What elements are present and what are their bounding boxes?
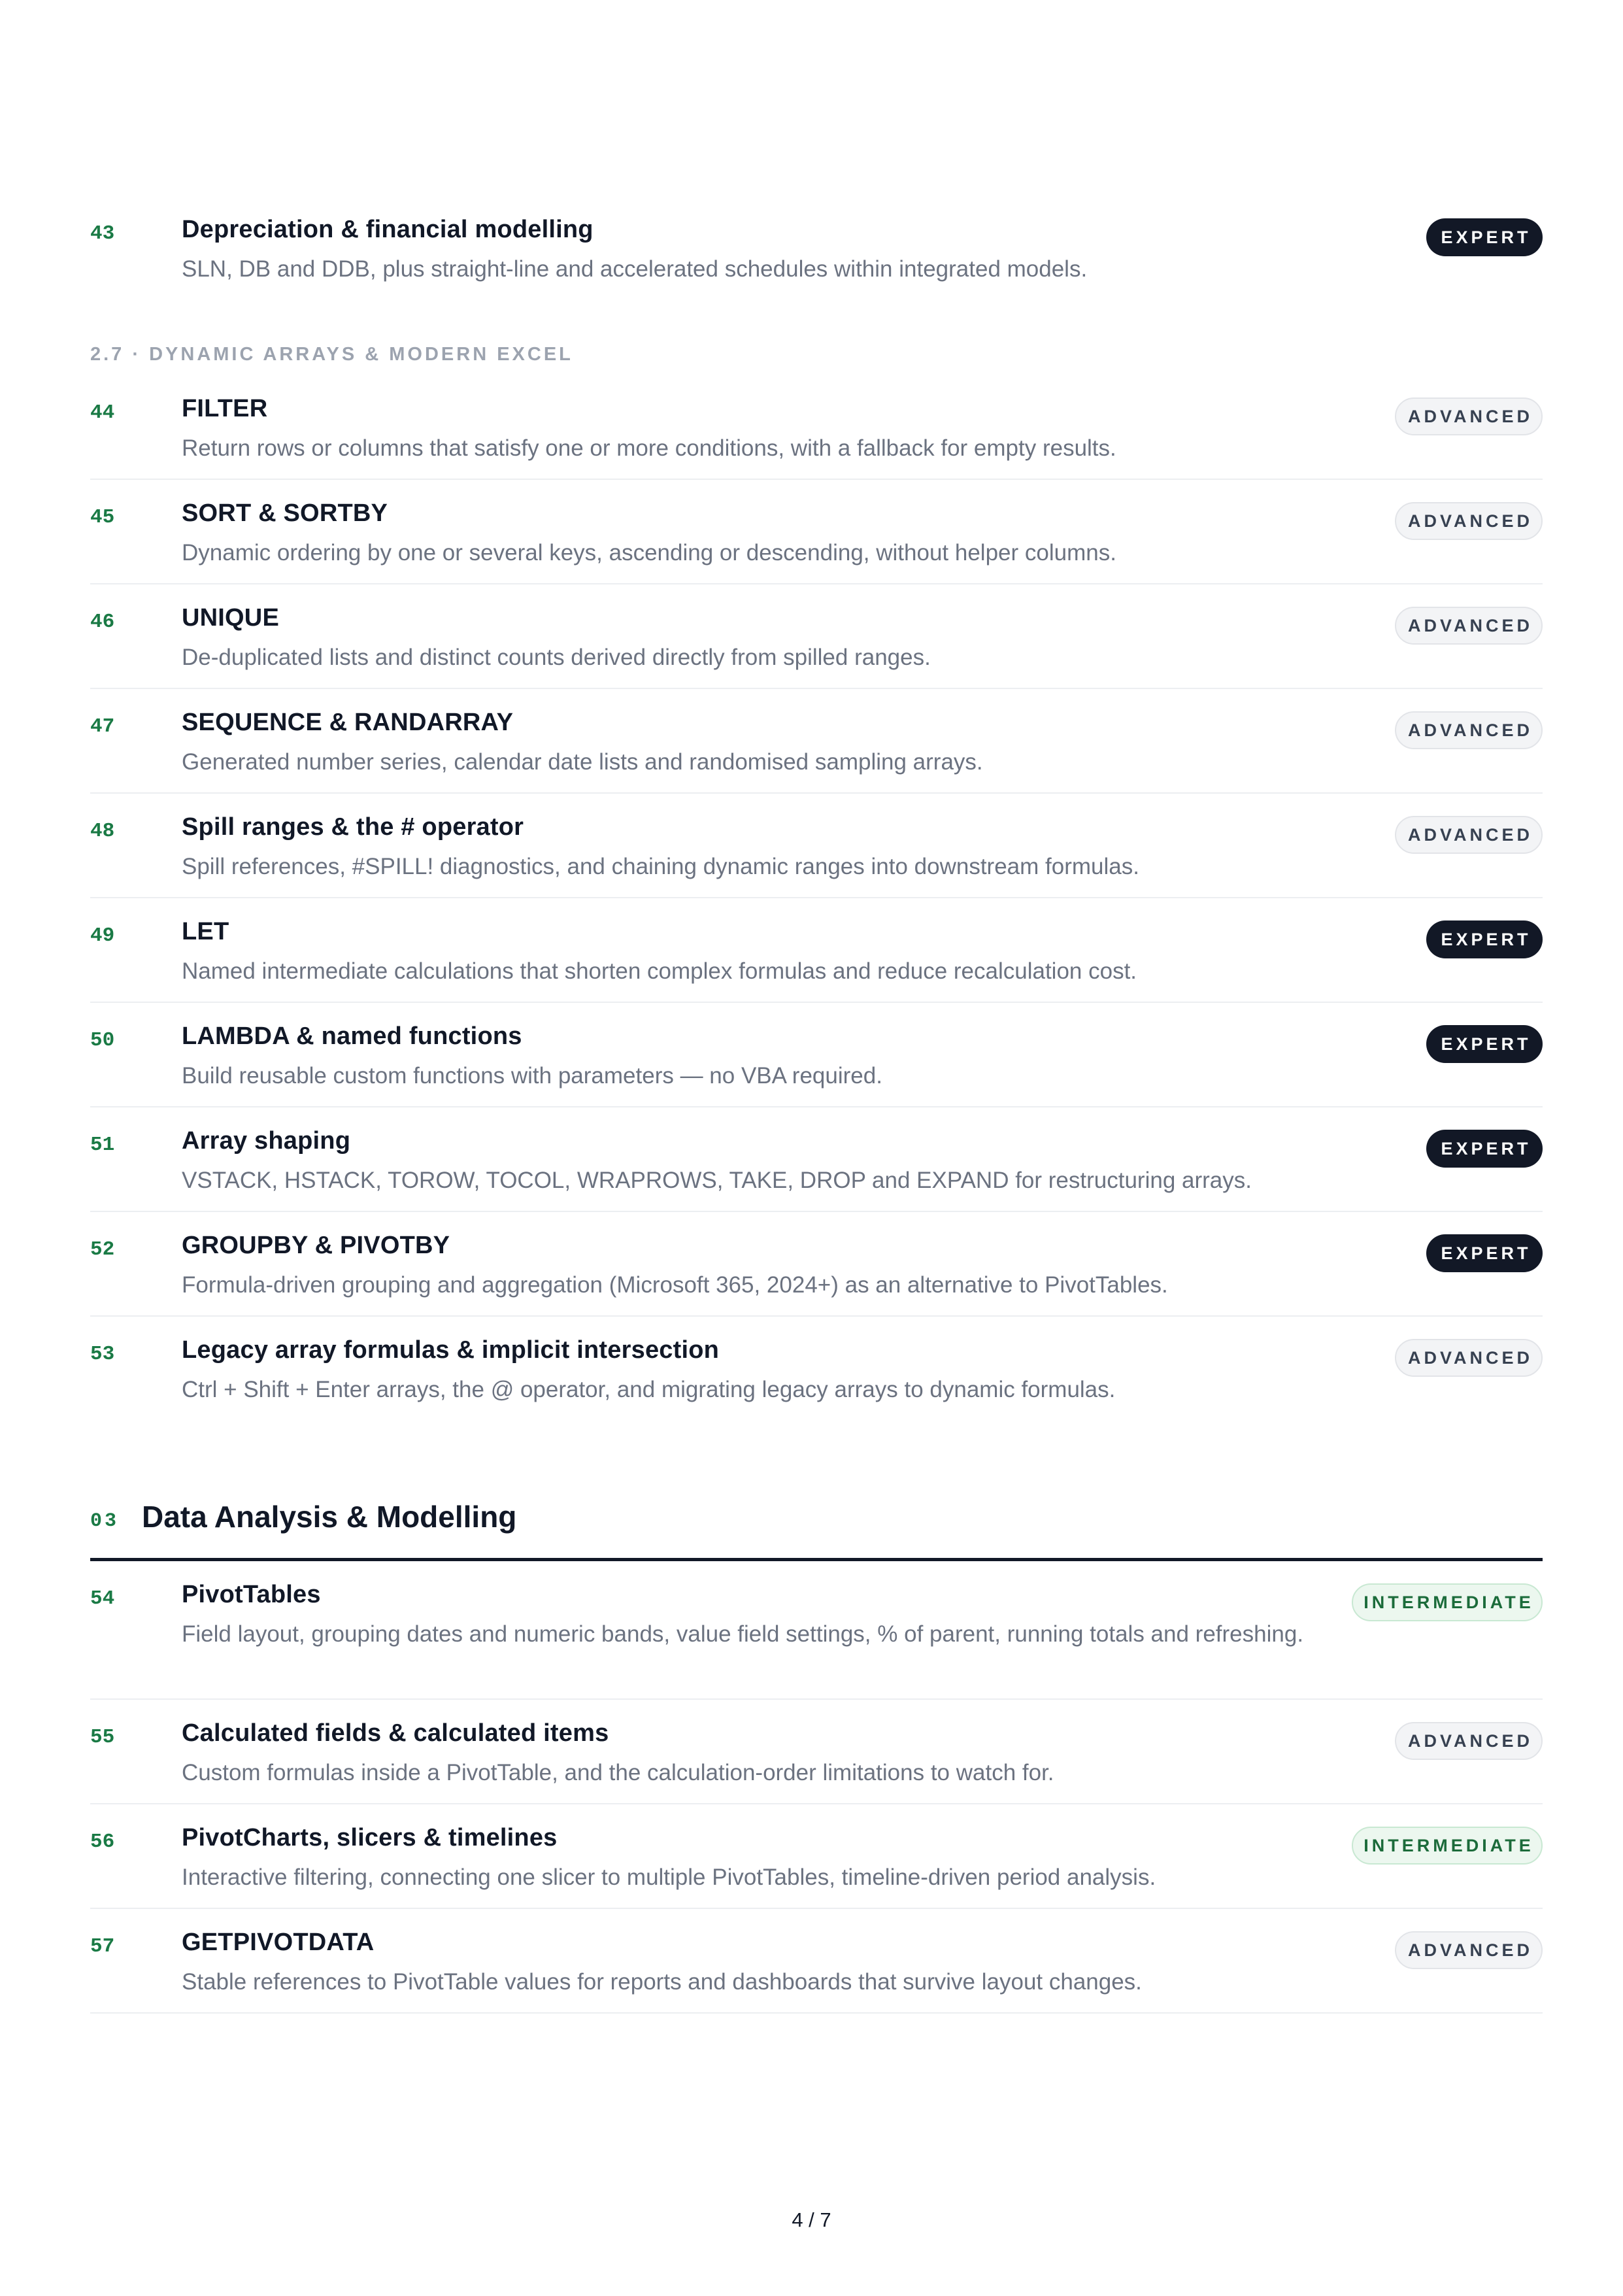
topic-number: 57 bbox=[90, 1935, 115, 1958]
topic-description: Spill references, #SPILL! diagnostics, and chaining dynamic ranges into downstream formulas. bbox=[182, 854, 1139, 879]
topic-item bbox=[90, 395, 1543, 499]
topic-title: Array shaping bbox=[182, 1127, 351, 1155]
section-title: Data Analysis & Modelling bbox=[142, 1500, 517, 1534]
row-divider bbox=[90, 1908, 1543, 1909]
topic-number: 51 bbox=[90, 1134, 115, 1156]
topic-description: Custom formulas inside a PivotTable, and the calculation-order limitations to watch for. bbox=[182, 1760, 1054, 1785]
section-rule bbox=[90, 1558, 1543, 1561]
topic-title: Depreciation & financial modelling bbox=[182, 216, 594, 243]
topic-number: 55 bbox=[90, 1726, 115, 1749]
topic-item bbox=[90, 1824, 1543, 1929]
topic-title: Spill ranges & the # operator bbox=[182, 813, 524, 841]
topic-description: Generated number series, calendar date lists and randomised sampling arrays. bbox=[182, 749, 983, 775]
row-divider bbox=[90, 1211, 1543, 1212]
row-divider bbox=[90, 1002, 1543, 1003]
topic-title: Calculated fields & calculated items bbox=[182, 1719, 609, 1747]
level-badge: ADVANCED bbox=[1395, 711, 1543, 749]
level-badge: ADVANCED bbox=[1395, 1722, 1543, 1760]
level-badge: EXPERT bbox=[1426, 1130, 1543, 1168]
row-divider bbox=[90, 688, 1543, 689]
topic-item bbox=[90, 918, 1543, 1022]
level-badge: ADVANCED bbox=[1395, 1931, 1543, 1969]
level-badge: ADVANCED bbox=[1395, 816, 1543, 854]
topic-item bbox=[90, 1336, 1543, 1441]
topic-title: SEQUENCE & RANDARRAY bbox=[182, 709, 514, 736]
topic-title: SORT & SORTBY bbox=[182, 499, 388, 527]
topic-number: 46 bbox=[90, 611, 115, 633]
topic-description: Return rows or columns that satisfy one or more conditions, with a fallback for empty results. bbox=[182, 435, 1116, 461]
topic-number: 53 bbox=[90, 1343, 115, 1366]
level-badge: INTERMEDIATE bbox=[1352, 1583, 1543, 1621]
topic-description: VSTACK, HSTACK, TOROW, TOCOL, WRAPROWS, TAKE, DROP and EXPAND for restructuring arrays. bbox=[182, 1168, 1252, 1193]
topic-number: 45 bbox=[90, 506, 115, 529]
row-divider bbox=[90, 897, 1543, 898]
topic-description: Build reusable custom functions with parameters — no VBA required. bbox=[182, 1063, 882, 1089]
subsection-heading: 2.7 · DYNAMIC ARRAYS & MODERN EXCEL bbox=[90, 344, 573, 365]
topic-item bbox=[90, 1581, 1543, 1719]
topic-number: 48 bbox=[90, 820, 115, 843]
topic-description: Field layout, grouping dates and numeric bands, value field settings, % of parent, running totals and refreshing. bbox=[182, 1621, 1304, 1647]
row-divider bbox=[90, 2012, 1543, 2014]
level-badge: EXPERT bbox=[1426, 1025, 1543, 1063]
row-divider bbox=[90, 479, 1543, 480]
row-divider bbox=[90, 583, 1543, 584]
topic-title: LET bbox=[182, 918, 229, 945]
topic-item bbox=[90, 604, 1543, 709]
topic-number: 50 bbox=[90, 1029, 115, 1052]
level-badge: ADVANCED bbox=[1395, 607, 1543, 645]
topic-item bbox=[90, 709, 1543, 813]
row-divider bbox=[90, 792, 1543, 794]
topic-item bbox=[90, 1022, 1543, 1127]
topic-description: Formula-driven grouping and aggregation (Microsoft 365, 2024+) as an alternative to PivotTables. bbox=[182, 1272, 1168, 1298]
row-divider bbox=[90, 1698, 1543, 1700]
level-badge: INTERMEDIATE bbox=[1352, 1827, 1543, 1865]
row-divider bbox=[90, 1106, 1543, 1107]
topic-title: LAMBDA & named functions bbox=[182, 1022, 522, 1050]
topic-item bbox=[90, 216, 1543, 320]
topic-number: 49 bbox=[90, 924, 115, 947]
topic-number: 43 bbox=[90, 222, 115, 245]
topic-number: 47 bbox=[90, 715, 115, 738]
topic-description: De-duplicated lists and distinct counts derived directly from spilled ranges. bbox=[182, 645, 931, 670]
topic-item bbox=[90, 1232, 1543, 1336]
topic-title: GROUPBY & PIVOTBY bbox=[182, 1232, 450, 1259]
topic-item bbox=[90, 1929, 1543, 2033]
topic-item bbox=[90, 813, 1543, 918]
topic-description: Dynamic ordering by one or several keys, ascending or descending, without helper columns. bbox=[182, 540, 1116, 566]
topic-description: Named intermediate calculations that shorten complex formulas and reduce recalculation cost. bbox=[182, 958, 1137, 984]
level-badge: EXPERT bbox=[1426, 920, 1543, 958]
topic-item bbox=[90, 1127, 1543, 1232]
level-badge: ADVANCED bbox=[1395, 1339, 1543, 1377]
topic-title: PivotCharts, slicers & timelines bbox=[182, 1824, 558, 1851]
topic-number: 54 bbox=[90, 1587, 115, 1610]
topic-description: Interactive filtering, connecting one slicer to multiple PivotTables, timeline-driven period analysis. bbox=[182, 1865, 1156, 1890]
level-badge: ADVANCED bbox=[1395, 397, 1543, 435]
topic-title: GETPIVOTDATA bbox=[182, 1929, 375, 1956]
topic-number: 56 bbox=[90, 1831, 115, 1853]
row-divider bbox=[90, 1315, 1543, 1317]
level-badge: ADVANCED bbox=[1395, 502, 1543, 540]
level-badge: EXPERT bbox=[1426, 218, 1543, 256]
level-badge: EXPERT bbox=[1426, 1234, 1543, 1272]
row-divider bbox=[90, 1803, 1543, 1804]
topic-title: PivotTables bbox=[182, 1581, 321, 1608]
section-number: 03 bbox=[90, 1510, 120, 1532]
topic-title: FILTER bbox=[182, 395, 268, 422]
topic-title: UNIQUE bbox=[182, 604, 279, 632]
topic-item bbox=[90, 499, 1543, 604]
topic-title: Legacy array formulas & implicit intersection bbox=[182, 1336, 720, 1364]
topic-number: 52 bbox=[90, 1238, 115, 1261]
topic-description: Stable references to PivotTable values for reports and dashboards that survive layout changes. bbox=[182, 1969, 1142, 1995]
topic-number: 44 bbox=[90, 401, 115, 424]
topic-description: SLN, DB and DDB, plus straight-line and accelerated schedules within integrated models. bbox=[182, 256, 1088, 282]
topic-item bbox=[90, 1719, 1543, 1824]
page-number: 4 / 7 bbox=[792, 2208, 831, 2231]
topic-description: Ctrl + Shift + Enter arrays, the @ operator, and migrating legacy arrays to dynamic formulas. bbox=[182, 1377, 1116, 1402]
